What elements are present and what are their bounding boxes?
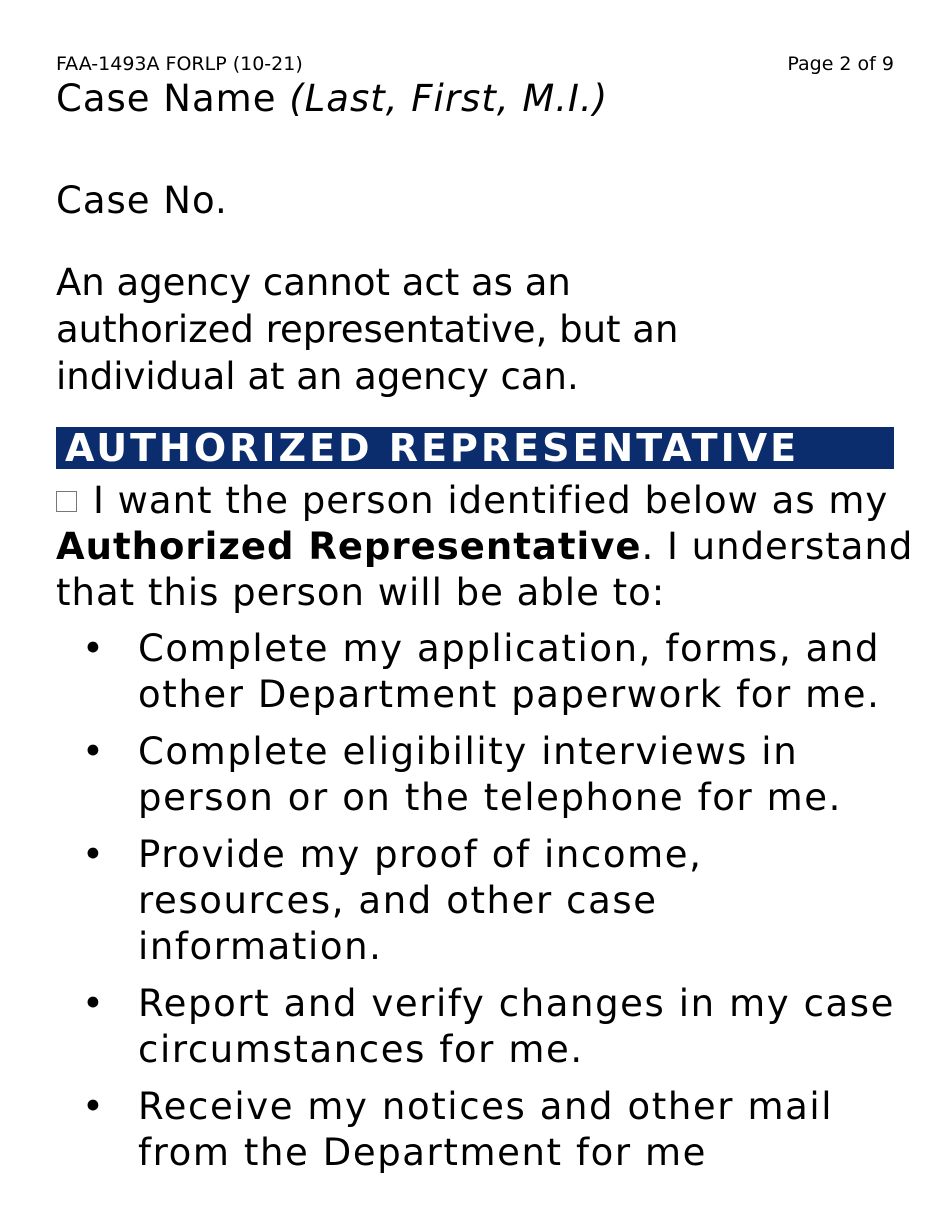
- list-item-text: Report and verify changes in my case circumstances for me.: [138, 982, 896, 1071]
- case-name-label: [56, 76, 608, 122]
- bullet-icon: •: [82, 627, 106, 670]
- bullet-icon: •: [82, 833, 106, 876]
- case-number-label: Case No.: [56, 179, 228, 222]
- case-name-text: Case Name: [56, 77, 277, 120]
- statement-text-end: . I understand that this person will be able to:: [56, 525, 914, 614]
- list-item: [0, 981, 899, 1073]
- form-id: FAA-1493A FORLP (10-21): [56, 53, 303, 75]
- list-item-text: Complete eligibility interviews in person or on the telephone for me.: [138, 730, 842, 819]
- statement-text-start: I want the person identified below as my: [93, 479, 889, 522]
- statement-text-bold: Authorized Representative: [56, 525, 642, 568]
- page-number: Page 2 of 9: [787, 53, 894, 75]
- bullet-icon: •: [82, 1085, 106, 1128]
- bullet-icon: •: [82, 982, 106, 1025]
- list-item: [0, 729, 899, 821]
- case-name-hint: (Last, First, M.I.): [289, 77, 609, 120]
- list-item-text: Provide my proof of income, resources, and other case information.: [138, 833, 703, 968]
- list-item-text: Complete my application, forms, and other Department paperwork for me.: [138, 627, 881, 716]
- authorized-representative-statement: [56, 478, 916, 616]
- section-header-authorized-representative: AUTHORIZED REPRESENTATIVE: [56, 427, 894, 469]
- representative-powers-list: [0, 626, 950, 1187]
- list-item-text: Receive my notices and other mail from the Department for me: [138, 1085, 834, 1174]
- authorized-representative-checkbox[interactable]: [56, 491, 77, 512]
- list-item: [0, 626, 899, 718]
- list-item: [0, 832, 899, 970]
- list-item: [0, 1084, 899, 1176]
- agency-note: An agency cannot act as an authorized representative, but an individual at an agency can.: [56, 261, 679, 398]
- bullet-icon: •: [82, 730, 106, 773]
